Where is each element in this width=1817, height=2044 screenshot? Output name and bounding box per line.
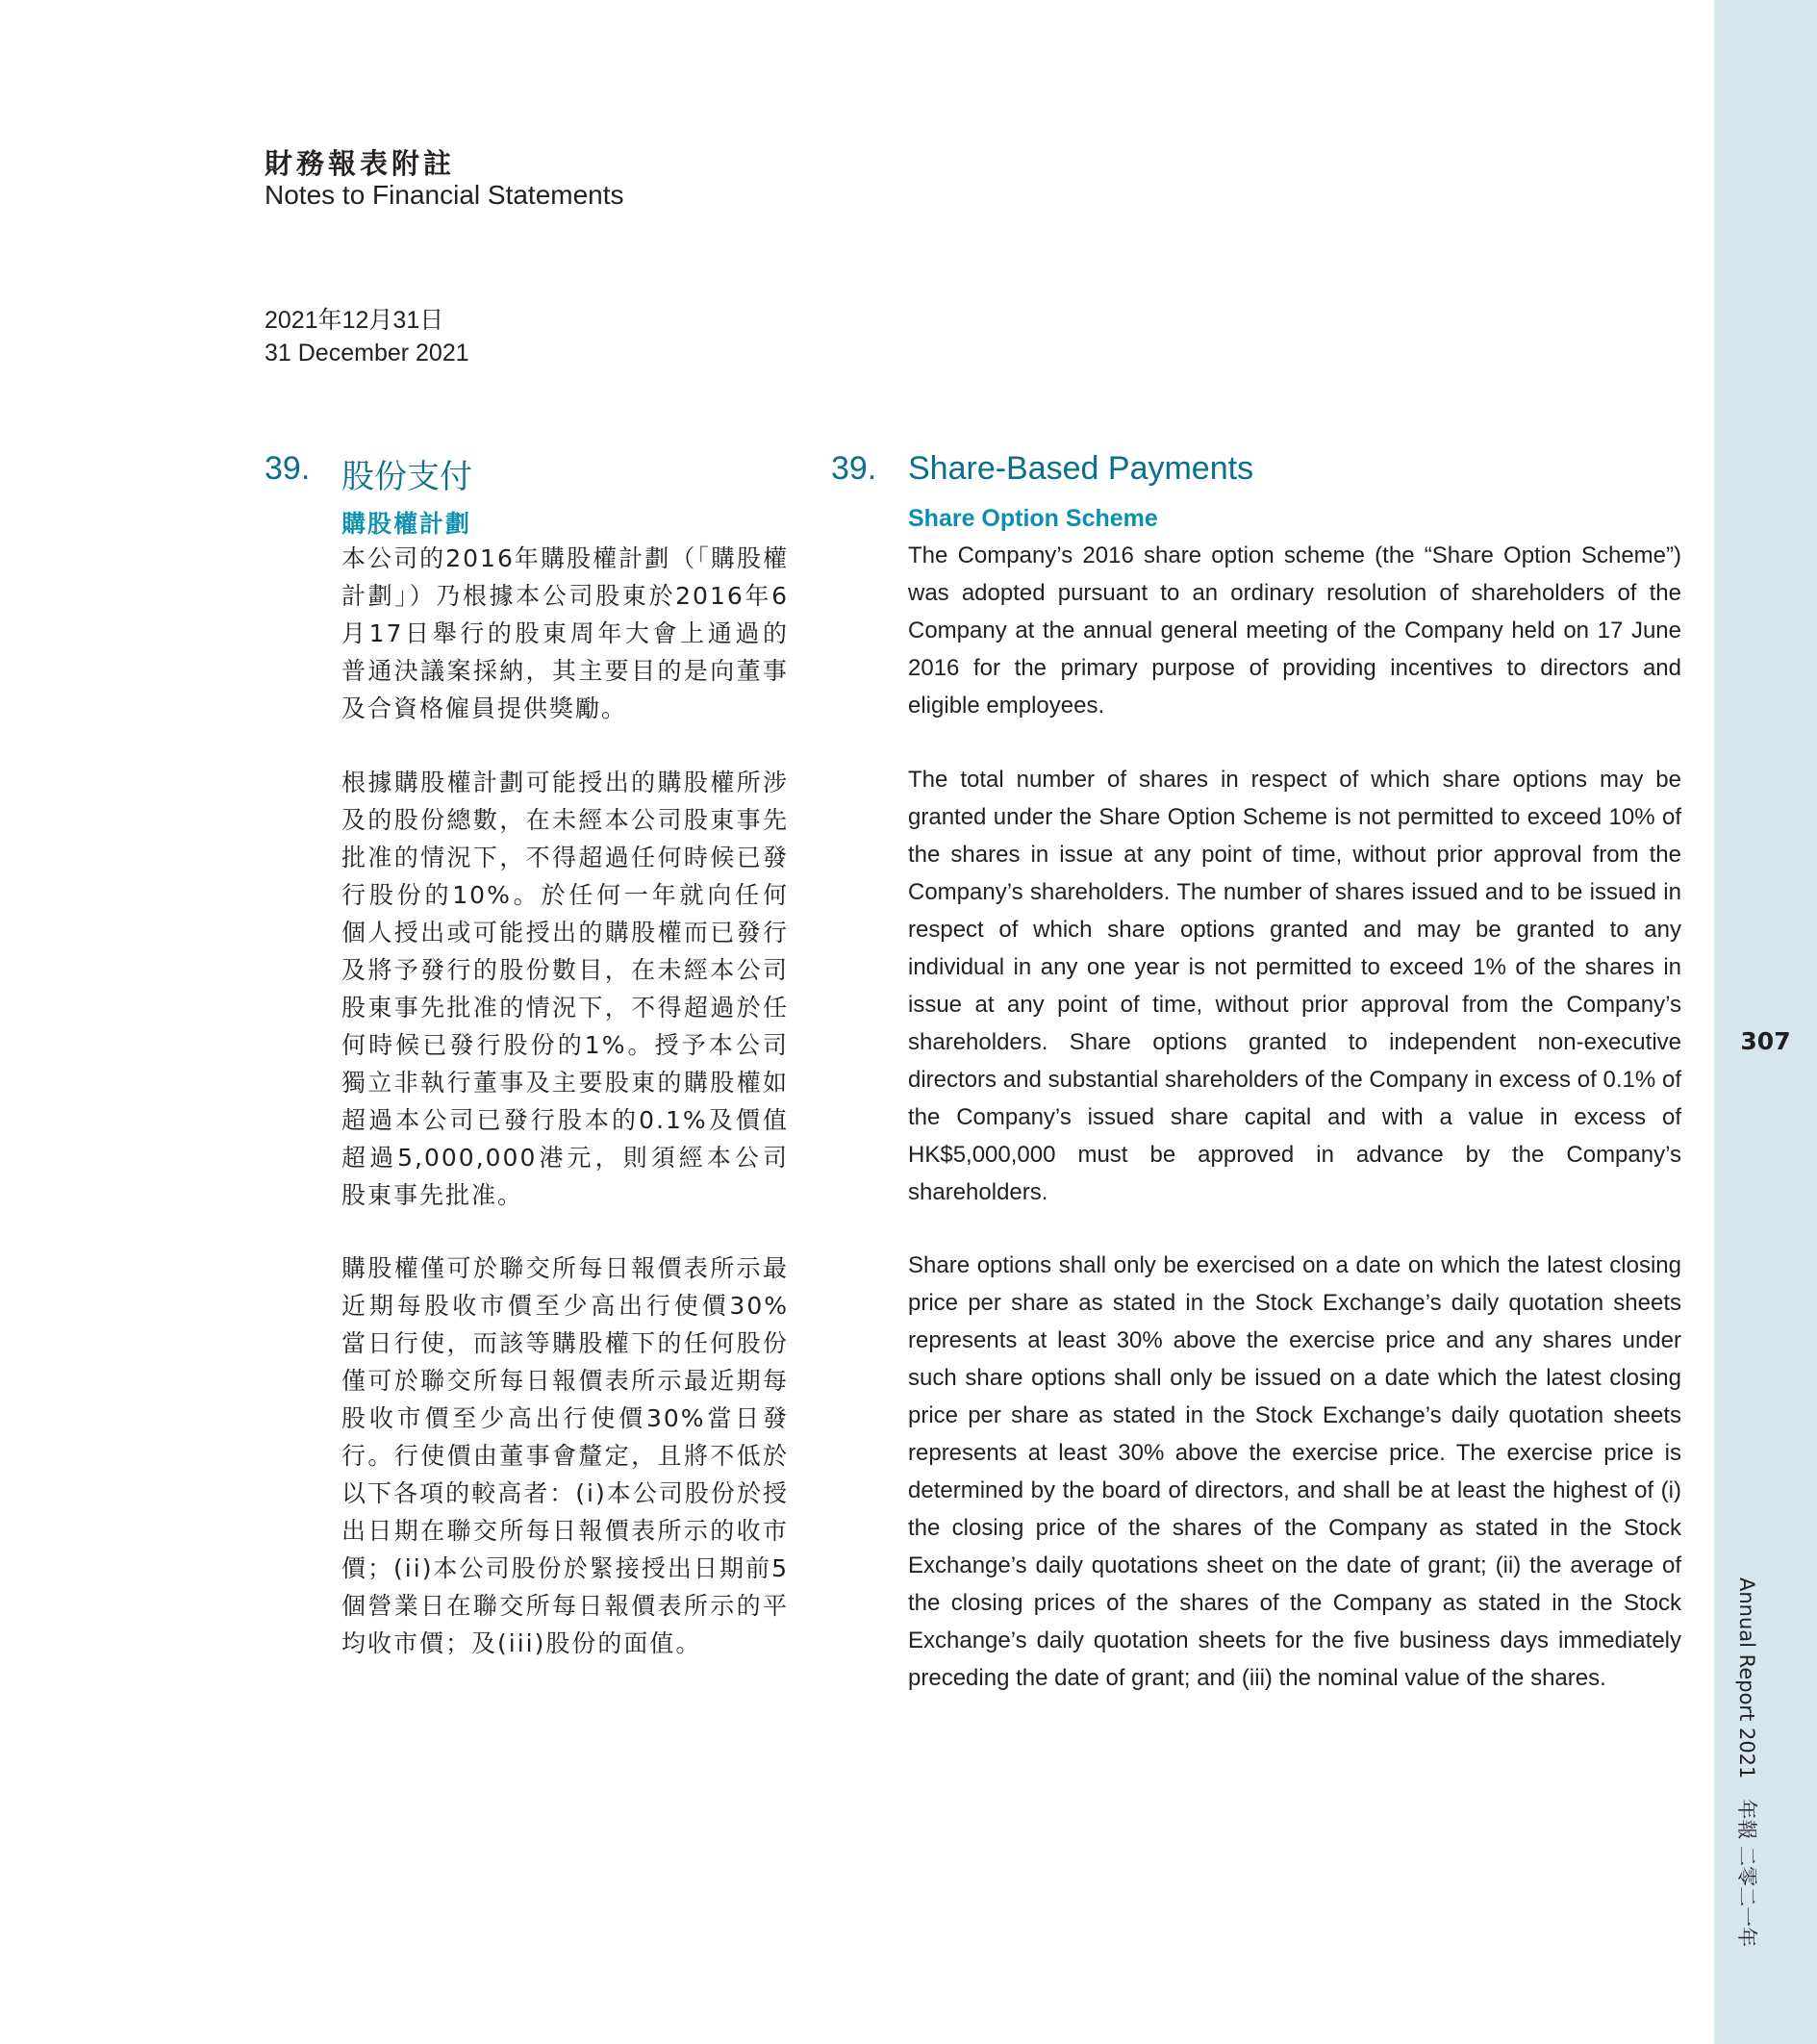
paragraph-zh-1: 本公司的2016年購股權計劃（「購股權計劃」）乃根據本公司股東於2016年6月17日舉行的股東周年大會上通過的普通決議案採納，其主要目的是向董事及合資格僱員提供獎勵。: [341, 544, 789, 722]
side-label-text: Annual Report 2021 年報 二零二一年: [1735, 1577, 1758, 1948]
side-band: [1714, 0, 1817, 2044]
section-title-zh: 股份支付: [341, 459, 472, 495]
paragraph-zh-2: 根據購股權計劃可能授出的購股權所涉及的股份總數，在未經本公司股東事先批准的情況下，不得超過任何時候已發行股份的10%。於任何一年就向任何個人授出或可能授出的購股權而已發行及將予發行的股份數目，在未經本公司股東事先批准的情況下，不得超過於任何時候已發行股份的1%。授予本公司獨立非執行董事及主要股東的購股權如超過本公司已發行股本的0.1%及價值超過5,000,000港元，則須經本公司股東事先批准。: [341, 769, 789, 1209]
paragraph-en-2: The total number of shares in respect of which share options may be granted under the Share Option Scheme is not permitted to exceed 10% of the shares in issue at any point of time, without prior approval from the Company’s shareholders. The number of shares issued and to be issued in respect of which share options granted and may be granted to any individual in any one year is not permitted to exceed 1% of the shares in issue at any point of time, without prior approval from the Company’s shareholders. Share options granted to independent non-executive directors and substantial shareholders of the Company in excess of 0.1% of the Company’s issued share capital and with a value in excess of HK$5,000,000 must be approved in advance by the Company’s shareholders.: [908, 767, 1681, 1205]
paragraph-zh-3: 購股權僅可於聯交所每日報價表所示最近期每股收市價至少高出行使價30%當日行使，而該等購股權下的任何股份僅可於聯交所每日報價表所示最近期每股收市價至少高出行使價30%當日發行。行使價由董事會釐定，且將不低於以下各項的較高者：(i)本公司股份於授出日期在聯交所每日報價表所示的收市價；(ii)本公司股份於緊接授出日期前5個營業日在聯交所每日報價表所示的平均收市價；及(iii)股份的面值。: [341, 1254, 789, 1657]
section-number-zh: 39.: [265, 450, 311, 487]
date-zh: 2021年12月31日: [265, 307, 444, 334]
paragraph-en-3: Share options shall only be exercised on a date on which the latest closing price per share as stated in the Stock Exchange’s daily quotation sheets represents at least 30% above the exercise price and any shares under such share options shall only be issued on a date which the latest closing price per share as stated in the Stock Exchange’s daily quotation sheets represents at least 30% above the exercise price. The exercise price is determined by the board of directors, and shall be at least the highest of (i) the closing price of the shares of the Company as stated in the Stock Exchange’s daily quotations sheet on the date of grant; (ii) the average of the closing prices of the shares of the Company as stated in the Stock Exchange’s daily quotation sheets for the five business days immediately preceding the date of grant; and (iii) the nominal value of the shares.: [908, 1252, 1681, 1691]
section-title-en: Share-Based Payments: [908, 450, 1254, 487]
date-en: 31 December 2021: [265, 340, 469, 366]
page-title-zh: 財務報表附註: [265, 147, 456, 180]
page-title-en: Notes to Financial Statements: [265, 180, 624, 210]
subheading-en: Share Option Scheme: [908, 505, 1158, 532]
subheading-zh: 購股權計劃: [341, 510, 472, 538]
page-number: 307: [1740, 1027, 1791, 1055]
paragraph-en-1: The Company’s 2016 share option scheme (the “Share Option Scheme”) was adopted pursuant to an ordinary resolution of shareholders of the Company at the annual general meeting of the Company held on 17 June 2016 for the primary purpose of providing incentives to directors and eligible employees.: [908, 543, 1681, 719]
section-number-en: 39.: [831, 450, 877, 487]
